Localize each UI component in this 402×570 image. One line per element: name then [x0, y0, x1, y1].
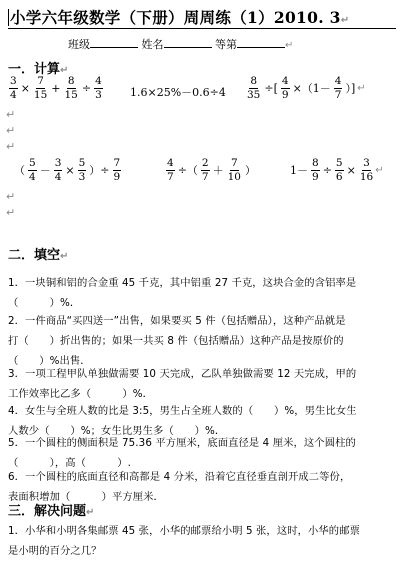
calc-expression-3: $\frac{8}{35}$ ÷[ $\frac{4}{9}$ ×（1－ $\frac{4}{7}$ ）] ↵ [247, 75, 366, 101]
paragraph-mark-icon: ↵ [340, 15, 350, 26]
class-field[interactable] [90, 38, 138, 48]
section-fill-blank-heading: 二．填空↵ [8, 248, 69, 263]
calc-expression-6: 1－ $\frac{8}{9}$ ÷ $\frac{5}{6}$ × $\frac{3}{16}$ ↵ [290, 157, 384, 183]
paragraph-mark-icon: ↵ [6, 140, 16, 153]
grade-field[interactable] [237, 38, 285, 48]
paragraph-mark-icon: ↵ [6, 124, 16, 137]
class-label: 班级 [68, 38, 90, 51]
grade-label: 等第 [215, 38, 237, 51]
name-field[interactable] [164, 38, 212, 48]
fill-question-1: 1．一块铜和铝的合金重 45 千克，其中铝重 27 千克，这块合金的含铝率是 （ ）%． [8, 277, 357, 309]
fill-question-5: 5．一个圆柱的侧面积是 75.36 平方厘米，底面直径是 4 厘米，这个圆柱的 （ ），高（ ）. [8, 437, 356, 469]
calc-expression-4: （ $\frac{5}{4}$ － $\frac{3}{4}$ × $\frac{5}{3}$ ）÷ $\frac{7}{9}$ [14, 157, 121, 183]
student-info-line: 班级 姓名 等第 ↵ [68, 38, 294, 51]
section-calculation-heading: 一．计算↵ [8, 62, 69, 77]
fill-question-6: 6．一个圆柱的底面直径和高都是 4 分米，沿着它直径垂直剖开成二等份， 表面积增加（ ）平方厘米． [8, 471, 351, 503]
fill-question-2: 2．一件商品“买四送一”出售，如果要买 5 件（包括赠品），这种产品就是 打（ ）折出售的；如果一共买 8 件（包括赠品）这种产品是按原价的 （ ）%出售． [8, 315, 346, 367]
text-cursor [8, 9, 9, 26]
paragraph-mark-icon: ↵ [6, 190, 16, 203]
problem-question-1: 1．小华和小明各集邮票 45 张，小华的邮票给小明 5 张，这时，小华的邮票 是小明的百分之几？ [8, 525, 361, 557]
paragraph-mark-icon: ↵ [6, 108, 16, 121]
paragraph-mark-icon: ↵ [6, 206, 16, 219]
section-problem-solving-heading: 三．解决问题↵ [8, 504, 95, 519]
calc-expression-2: 1.6×25%－0.6÷4 [130, 86, 226, 99]
fill-question-4: 4．女生与全班人数的比是 3:5，男生占全班人数的（ ）%，男生比女生 人数少（ ）%；女生比男生多（ ）%． [8, 405, 357, 437]
title-divider [8, 28, 396, 29]
fill-question-3: 3．一项工程甲队单独做需要 10 天完成，乙队单独做需要 12 天完成，甲的 工作效率比乙多（ ）%． [8, 368, 357, 400]
page-title: 小学六年级数学（下册）周周练（1）2010. 3↵ [10, 8, 350, 27]
calc-expression-5: $\frac{4}{7}$ ÷（ $\frac{2}{7}$ ＋ $\frac{7}{10}$ ） [167, 157, 256, 183]
calc-expression-1: $\frac{3}{4}$ × $\frac{7}{15}$ + $\frac{8}{15}$ ÷ $\frac{4}{3}$ [10, 75, 102, 101]
name-label: 姓名 [141, 38, 164, 51]
